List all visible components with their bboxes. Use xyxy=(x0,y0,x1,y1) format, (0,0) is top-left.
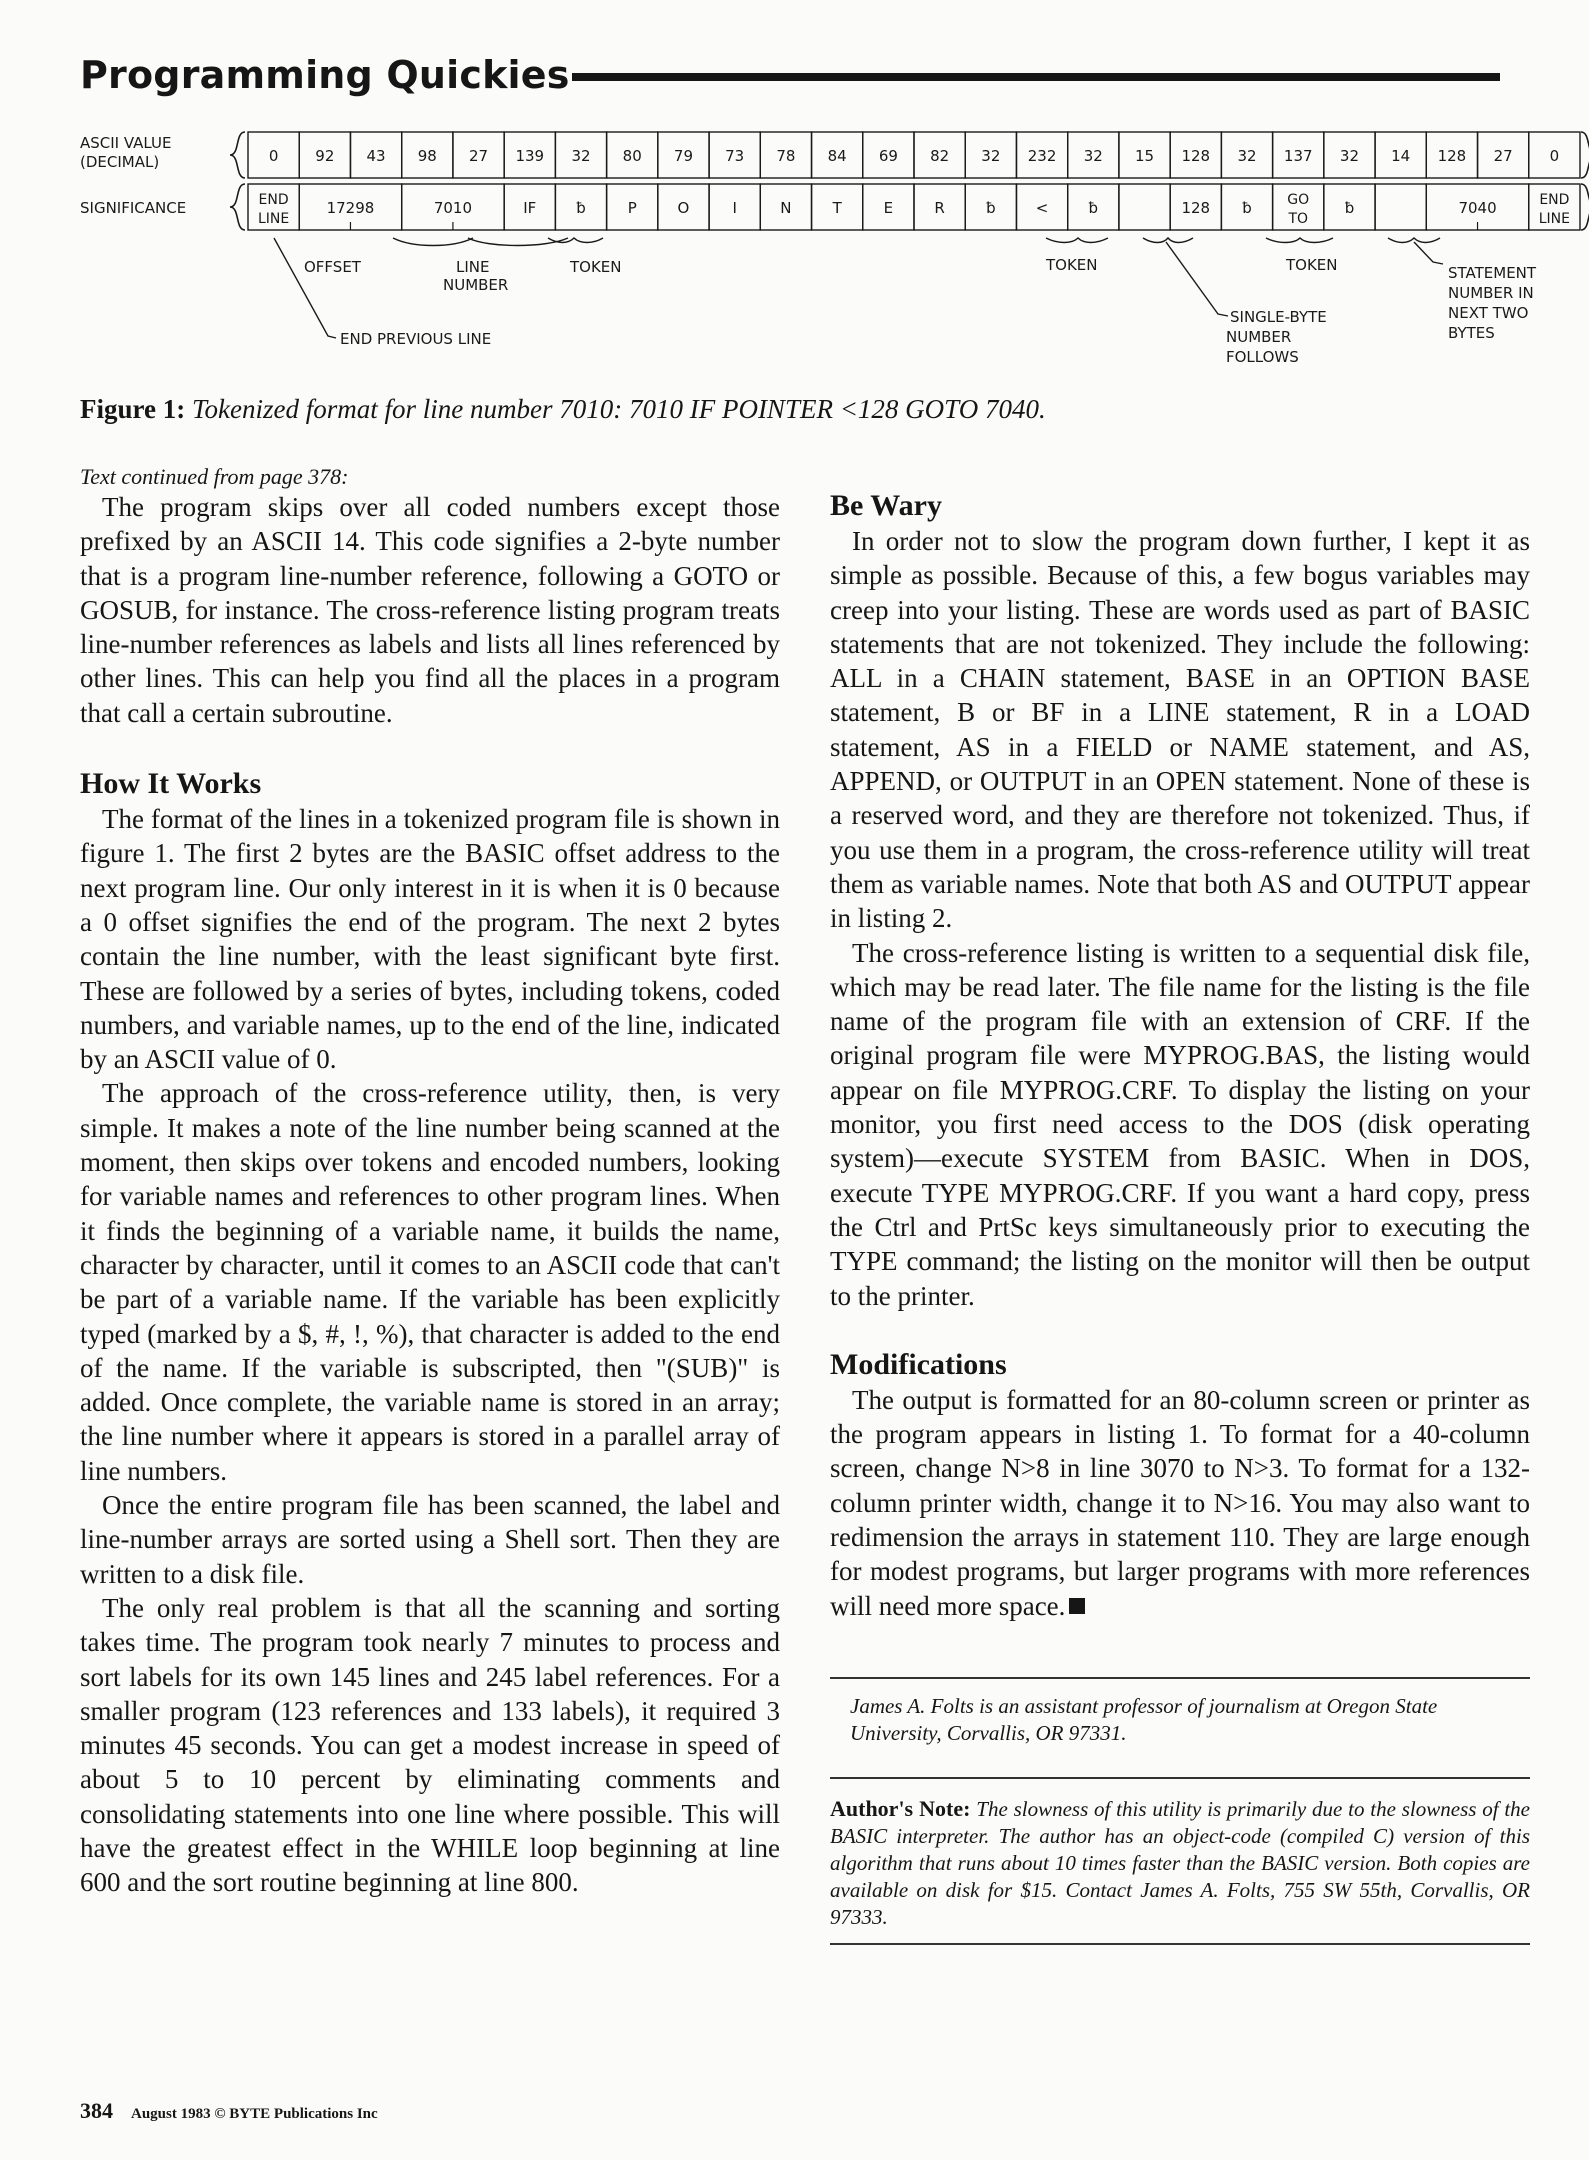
significance-value: END xyxy=(1539,192,1570,208)
ascii-brace xyxy=(230,132,245,178)
end-mark-icon xyxy=(1069,1598,1085,1614)
paragraph-sort: Once the entire program file has been scanned, the label and line-number arrays are sorted using a Shell sort. Then they are written to a disk file. xyxy=(80,1490,780,1589)
annot-stmt-3: NEXT TWO xyxy=(1448,304,1529,322)
caption-label: Figure 1: xyxy=(80,394,186,424)
ascii-value: 27 xyxy=(468,147,489,165)
single-byte-bracket xyxy=(1143,238,1193,243)
page-footer xyxy=(80,2098,378,2127)
significance-cell xyxy=(1375,184,1426,230)
ascii-value: 84 xyxy=(827,147,847,165)
tokenized-format-diagram xyxy=(78,124,1571,384)
author-bio xyxy=(830,1677,1530,1747)
ascii-value: 32 xyxy=(571,147,591,165)
significance-value: ƀ xyxy=(1088,199,1099,217)
ascii-value: 98 xyxy=(417,147,437,165)
significance-value: P xyxy=(627,199,637,217)
significance-value: N xyxy=(780,199,792,217)
statement-line xyxy=(1414,242,1443,264)
note-rule-bottom xyxy=(830,1943,1530,1945)
annot-number: NUMBER xyxy=(443,276,509,294)
annot-token-1: TOKEN xyxy=(570,258,622,276)
heading-modifications: Modifications xyxy=(830,1347,1007,1381)
ascii-value: 15 xyxy=(1134,147,1155,165)
significance-value: ƀ xyxy=(1242,199,1252,217)
annot-offset: OFFSET xyxy=(304,258,361,276)
paragraph-format: The format of the lines in a tokenized program file is shown in figure 1. The first 2 bytes are the BASIC offset address to the next program line. Our only interest in it is when it is 0 because a 0 offset signifies the end of the program. The next 2 bytes contain the line number, with the least significant byte first. These are followed by a series of bytes, including tokens, coded numbers, and variable names, up to the end of the line, indicated by an ASCII value of 0. xyxy=(80,804,780,1075)
bio-rule-top xyxy=(830,1677,1530,1679)
annot-token-3: TOKEN xyxy=(1286,256,1338,274)
significance-value: LINE xyxy=(257,211,290,227)
ascii-value: 92 xyxy=(315,147,335,165)
ascii-value: 69 xyxy=(878,147,898,165)
statement-bracket xyxy=(1388,238,1440,243)
significance-value: R xyxy=(934,199,945,217)
ascii-value: 139 xyxy=(515,147,545,165)
heading-be-wary: Be Wary xyxy=(830,489,942,522)
ascii-label-line1: ASCII VALUE xyxy=(80,134,172,152)
significance-value: ƀ xyxy=(986,199,996,217)
paragraph-modifications xyxy=(830,1383,1530,1623)
paragraph-bogus-variables: In order not to slow the program down further, I kept it as simple as possible. Because of this, a few bogus variables may creep into your listing. These are words used as part of BASIC statements that are not tokenized. They include the following: ALL in a CHAIN statement, BASE in an OPTION BASE statement, B or BF in a LINE statement, R in a LOAD statement, AS in a FIELD or NAME statement, and AS, APPEND, or OUTPUT in an OPEN statement. None of these is a reserved word, and they are therefore not tokenized. Thus, if you use them in a program, the cross-reference utility will treat them as variable names. Note that both AS and OUTPUT appear in listing 2. xyxy=(830,526,1530,934)
token-bracket-2 xyxy=(1046,238,1108,243)
ascii-value: 32 xyxy=(1237,147,1257,165)
significance-value: LINE xyxy=(1538,211,1571,227)
ascii-value: 232 xyxy=(1027,147,1057,165)
ascii-value: 128 xyxy=(1437,147,1467,165)
annot-end-prev: END PREVIOUS LINE xyxy=(340,330,492,348)
ascii-label-line2: (DECIMAL) xyxy=(80,153,160,171)
single-byte-line xyxy=(1166,242,1228,316)
note-text: The slowness of this utility is primarily due to the slowness of the BASIC interpreter. The author has an object-code (compiled C) version of this algorithm that runs about 10 times faster than the BASIC version. Both copies are available on disk for $15. Contact James A. Folts, 755 SW 55th, Corvallis, OR 97333. xyxy=(830,1796,1530,1929)
significance-value: TO xyxy=(1288,211,1309,227)
section-title: Programming Quickies xyxy=(80,50,572,100)
significance-value: O xyxy=(677,199,690,217)
significance-cell xyxy=(1119,184,1170,230)
ascii-value: 80 xyxy=(622,147,642,165)
ascii-value: 0 xyxy=(1549,147,1560,165)
significance-value: GO xyxy=(1287,192,1310,208)
bio-text: James A. Folts is an assistant professor of journalism at Oregon State University, Corvallis, OR 97331. xyxy=(850,1693,1438,1745)
significance-value: T xyxy=(832,199,842,217)
note-rule-top xyxy=(830,1777,1530,1779)
paragraph-approach: The approach of the cross-reference utility, then, is very simple. It makes a note of the line number being scanned at the moment, then skips over tokens and encoded numbers, looking for variable names and references to other program lines. When it finds the beginning of a variable name, it builds the name, character by character, until it comes to an ASCII code that can't be part of a variable name. If the variable has been explicitly typed (marked by a $, #, !, %), that character is added to the end of the name. If the variable is subscripted, then "(SUB)" is added. Once complete, the variable name is stored in an array; the line number where it appears is stored in a parallel array of line numbers. xyxy=(80,1078,780,1486)
token-bracket-1 xyxy=(548,238,603,243)
end-prev-line xyxy=(274,238,336,338)
offset-bracket xyxy=(393,238,473,246)
paragraph-intro: The program skips over all coded numbers except those prefixed by an ASCII 14. This code signifies a 2-byte number that is a program line-number reference, following a GOTO or GOSUB, for instance. The cross-reference listing program treats line-number references as labels and lists all lines referenced by other lines. This can help you find all the places in a program that call a certain subroutine. xyxy=(80,492,780,728)
annot-single-3: FOLLOWS xyxy=(1226,348,1299,366)
figure-1 xyxy=(78,124,1571,384)
ascii-value: 82 xyxy=(930,147,950,165)
paragraph-performance: The only real problem is that all the scanning and sorting takes time. The program took nearly 7 minutes to process and sort labels for its own 145 lines and 245 label references. For a smaller program (123 references and 133 labels), it required 3 minutes 45 seconds. You can get a modest increase in speed of about 5 to 10 percent by eliminating comments and consolidating statements into one line where possible. This will have the greatest effect in the WHILE loop beginning at line 600 and the sort routine beginning at line 800. xyxy=(80,1592,780,1898)
significance-value: ƀ xyxy=(1344,199,1355,217)
significance-value: I xyxy=(732,199,737,217)
page-header xyxy=(80,50,1500,100)
significance-value: ƀ xyxy=(576,199,586,217)
ascii-value: 78 xyxy=(776,147,796,165)
significance-value: END xyxy=(258,192,289,208)
annot-stmt-4: BYTES xyxy=(1448,324,1495,342)
ascii-value: 43 xyxy=(366,147,386,165)
annot-line: LINE xyxy=(456,258,490,276)
line-number-bracket xyxy=(468,238,568,246)
note-label: Author's Note: xyxy=(830,1795,971,1821)
ascii-value: 137 xyxy=(1283,147,1313,165)
note-paragraph xyxy=(830,1795,1530,1931)
left-column xyxy=(80,462,780,1900)
significance-value: < xyxy=(1035,199,1049,217)
paragraph-listing-file: The cross-reference listing is written to a sequential disk file, which may be read later. The file name for the listing is the file name of the program file with an extension of CRF. If the original program file were MYPROG.BAS, the listing would appear on file MYPROG.CRF. To display the listing on your monitor, you first need access to the DOS (disk operating system)—execute SYSTEM from BASIC. When in DOS, execute TYPE MYPROG.CRF. If you want a hard copy, press the Ctrl and PrtSc keys simultaneously prior to executing the TYPE command; the listing on the monitor will then be output to the printer. xyxy=(830,937,1530,1311)
ascii-value: 73 xyxy=(725,147,745,165)
heading-how-it-works: How It Works xyxy=(80,767,262,801)
publication-line: August 1983 © BYTE Publications Inc xyxy=(131,2106,378,2122)
annot-token-2: TOKEN xyxy=(1046,256,1098,274)
ascii-value: 0 xyxy=(268,147,279,165)
ascii-value: 32 xyxy=(981,147,1001,165)
token-bracket-3 xyxy=(1266,238,1333,243)
authors-note xyxy=(830,1777,1530,1945)
ascii-value: 79 xyxy=(673,147,694,165)
caption-text: Tokenized format for line number 7010: 7010 IF POINTER <128 GOTO 7040. xyxy=(185,394,1046,424)
right-brace-top xyxy=(1581,132,1589,178)
annot-single-1: SINGLE-BYTE xyxy=(1230,308,1327,326)
annot-stmt-2: NUMBER IN xyxy=(1448,284,1534,302)
ascii-value: 32 xyxy=(1083,147,1103,165)
significance-value: 7040 xyxy=(1458,199,1497,217)
annot-stmt-1: STATEMENT xyxy=(1448,264,1537,282)
ascii-value: 32 xyxy=(1339,147,1360,165)
ascii-value: 14 xyxy=(1391,147,1411,165)
annot-single-2: NUMBER xyxy=(1226,328,1292,346)
significance-value: 7010 xyxy=(433,199,473,217)
right-column xyxy=(830,488,1530,1961)
significance-value: 128 xyxy=(1181,199,1211,217)
significance-value: 17298 xyxy=(326,199,375,217)
continued-note: Text continued from page 378: xyxy=(80,464,349,489)
modifications-text: The output is formatted for an 80-column screen or printer as the program appears in listing 1. To format for a 40-column screen, change N>8 in line 3070 to N>3. To format for a 132-column printer width, change it to N>16. You may also want to redimension the arrays in statement 110. They are large enough for modest programs, but larger programs with more references will need more space. xyxy=(830,1384,1530,1621)
ascii-value: 128 xyxy=(1181,147,1211,165)
right-brace-bottom xyxy=(1581,184,1589,230)
significance-brace xyxy=(230,184,245,230)
significance-value: IF xyxy=(523,199,537,217)
page-number: 384 xyxy=(80,2098,113,2123)
significance-value: E xyxy=(883,199,894,217)
figure-caption xyxy=(80,392,1046,426)
significance-label: SIGNIFICANCE xyxy=(80,199,187,217)
ascii-value: 27 xyxy=(1493,147,1513,165)
